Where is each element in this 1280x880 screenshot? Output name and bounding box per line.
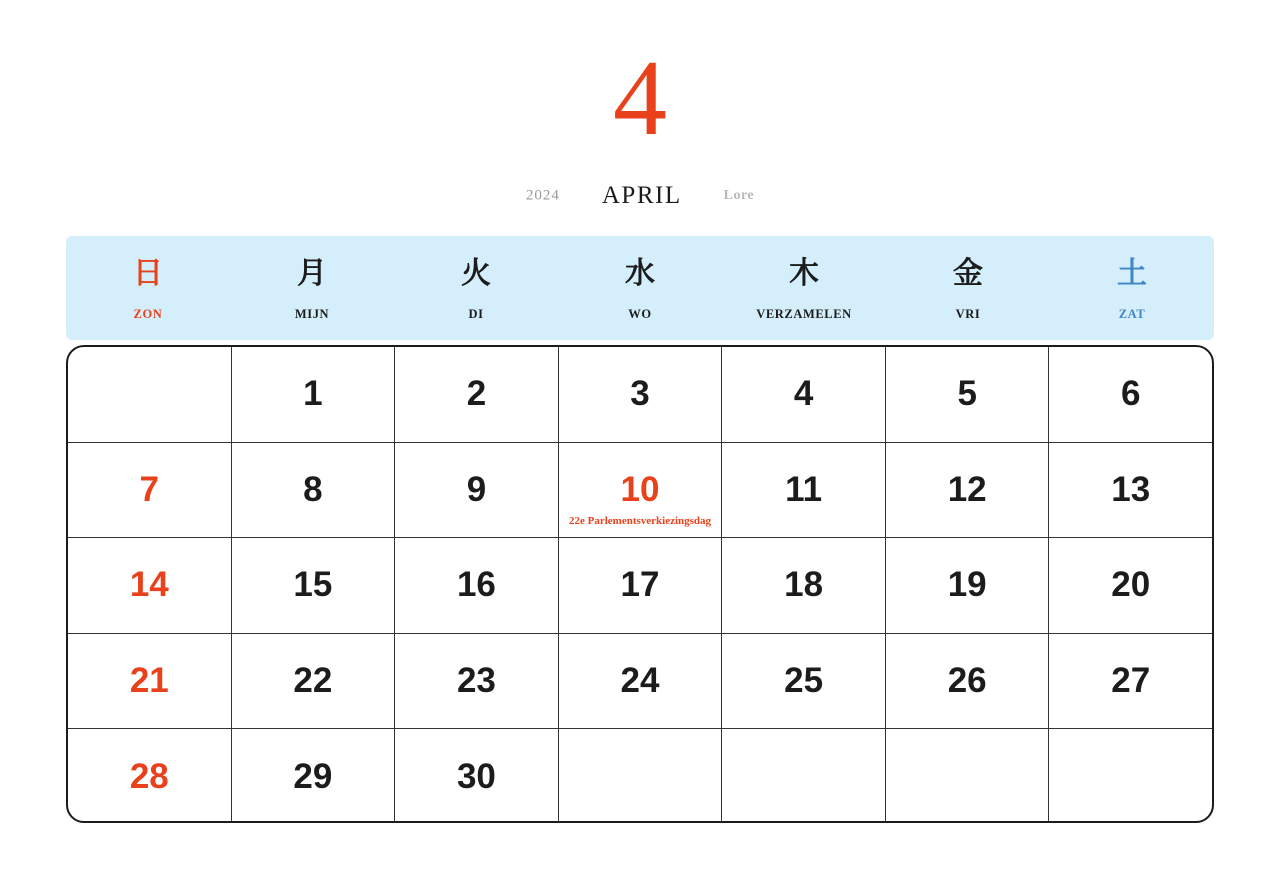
day-number: 3 [630,374,650,414]
weekday-abbr: VRI [955,306,981,321]
day-number: 17 [620,565,660,605]
day-number: 20 [1111,565,1151,605]
day-cell[interactable] [559,443,723,538]
calendar-week-row [68,347,1212,443]
calendar-week-row [68,634,1212,730]
day-number: 21 [129,661,169,701]
weekday-kanji: 日 [133,256,163,290]
day-number: 5 [957,374,977,414]
day-number: 27 [1111,661,1151,701]
day-cell[interactable] [1049,634,1212,729]
month-number: 4 [613,39,667,158]
day-number: 24 [620,661,660,701]
weekday-kanji: 月 [297,256,327,290]
day-cell[interactable] [232,443,396,538]
weekday-abbr: MIJN [294,306,330,321]
day-cell[interactable] [68,634,232,729]
calendar-week-row [68,538,1212,634]
day-number: 16 [456,565,496,605]
day-number: 18 [784,565,824,605]
day-cell[interactable] [559,347,723,442]
day-cell[interactable] [232,634,396,729]
day-cell[interactable] [395,347,559,442]
day-number: 8 [303,469,323,509]
day-number: 15 [293,565,333,605]
day-number: 29 [293,757,333,797]
day-cell[interactable] [68,443,232,538]
day-cell[interactable] [395,634,559,729]
year-label: 2024 [525,187,560,204]
day-cell[interactable] [68,729,232,823]
weekday-abbr: ZAT [1118,306,1146,321]
weekday-header-bar [66,236,1214,340]
day-number: 1 [303,374,323,414]
day-number: 4 [793,374,814,414]
month-title-line [0,182,1280,210]
day-event-label: 22e Parlementsverkiezingsdag [568,515,712,528]
weekday-column-thursday [722,236,886,340]
day-number: 23 [456,661,496,701]
day-number: 12 [947,469,987,509]
weekday-column-wednesday [558,236,722,340]
weekday-abbr: DI [468,306,484,321]
day-number: 14 [129,565,169,605]
day-cell[interactable] [886,729,1050,823]
day-cell[interactable] [722,538,886,633]
weekday-kanji: 木 [789,256,819,290]
day-cell[interactable] [68,347,232,442]
weekday-column-monday [230,236,394,340]
weekday-column-friday [886,236,1050,340]
calendar-grid [66,345,1214,823]
day-cell[interactable] [395,729,559,823]
weekday-column-saturday [1050,236,1214,340]
calendar-week-row [68,443,1212,539]
day-cell[interactable] [395,443,559,538]
day-number: 22 [293,661,333,701]
day-number: 10 [620,469,660,509]
day-cell[interactable] [886,443,1050,538]
day-cell[interactable] [1049,347,1212,442]
day-number: 13 [1111,469,1151,509]
day-number: 25 [784,661,824,701]
day-cell[interactable] [886,634,1050,729]
day-cell[interactable] [722,443,886,538]
day-cell[interactable] [232,729,396,823]
day-number: 26 [947,661,987,701]
month-name-label: APRIL [601,182,682,209]
day-cell[interactable] [1049,729,1212,823]
day-cell[interactable] [68,538,232,633]
day-cell[interactable] [722,729,886,823]
weekday-abbr: ZON [133,306,163,321]
day-number: 19 [947,565,987,605]
day-cell[interactable] [1049,538,1212,633]
day-cell[interactable] [886,347,1050,442]
day-cell[interactable] [559,538,723,633]
weekday-abbr: WO [628,306,652,321]
day-number: 11 [785,469,823,509]
day-number: 9 [466,469,487,509]
calendar-header [0,0,1280,230]
day-cell[interactable] [559,634,723,729]
day-cell[interactable] [232,538,396,633]
day-cell[interactable] [886,538,1050,633]
day-number: 28 [129,757,169,797]
weekday-column-tuesday [394,236,558,340]
day-number: 2 [466,374,487,414]
day-cell[interactable] [395,538,559,633]
weekday-column-sunday [66,236,230,340]
weekday-kanji: 水 [625,256,655,290]
day-cell[interactable] [232,347,396,442]
day-number: 7 [139,469,160,509]
weekday-abbr: VERZAMELEN [756,306,852,321]
day-number: 6 [1121,374,1141,414]
weekday-kanji: 金 [953,256,983,290]
day-cell[interactable] [1049,443,1212,538]
weekday-kanji: 火 [461,256,491,290]
day-cell[interactable] [559,729,723,823]
day-cell[interactable] [722,634,886,729]
day-number: 30 [456,757,496,797]
locale-label: Lore [723,188,755,203]
calendar-week-row [68,729,1212,823]
day-cell[interactable] [722,347,886,442]
weekday-kanji: 土 [1117,256,1147,290]
